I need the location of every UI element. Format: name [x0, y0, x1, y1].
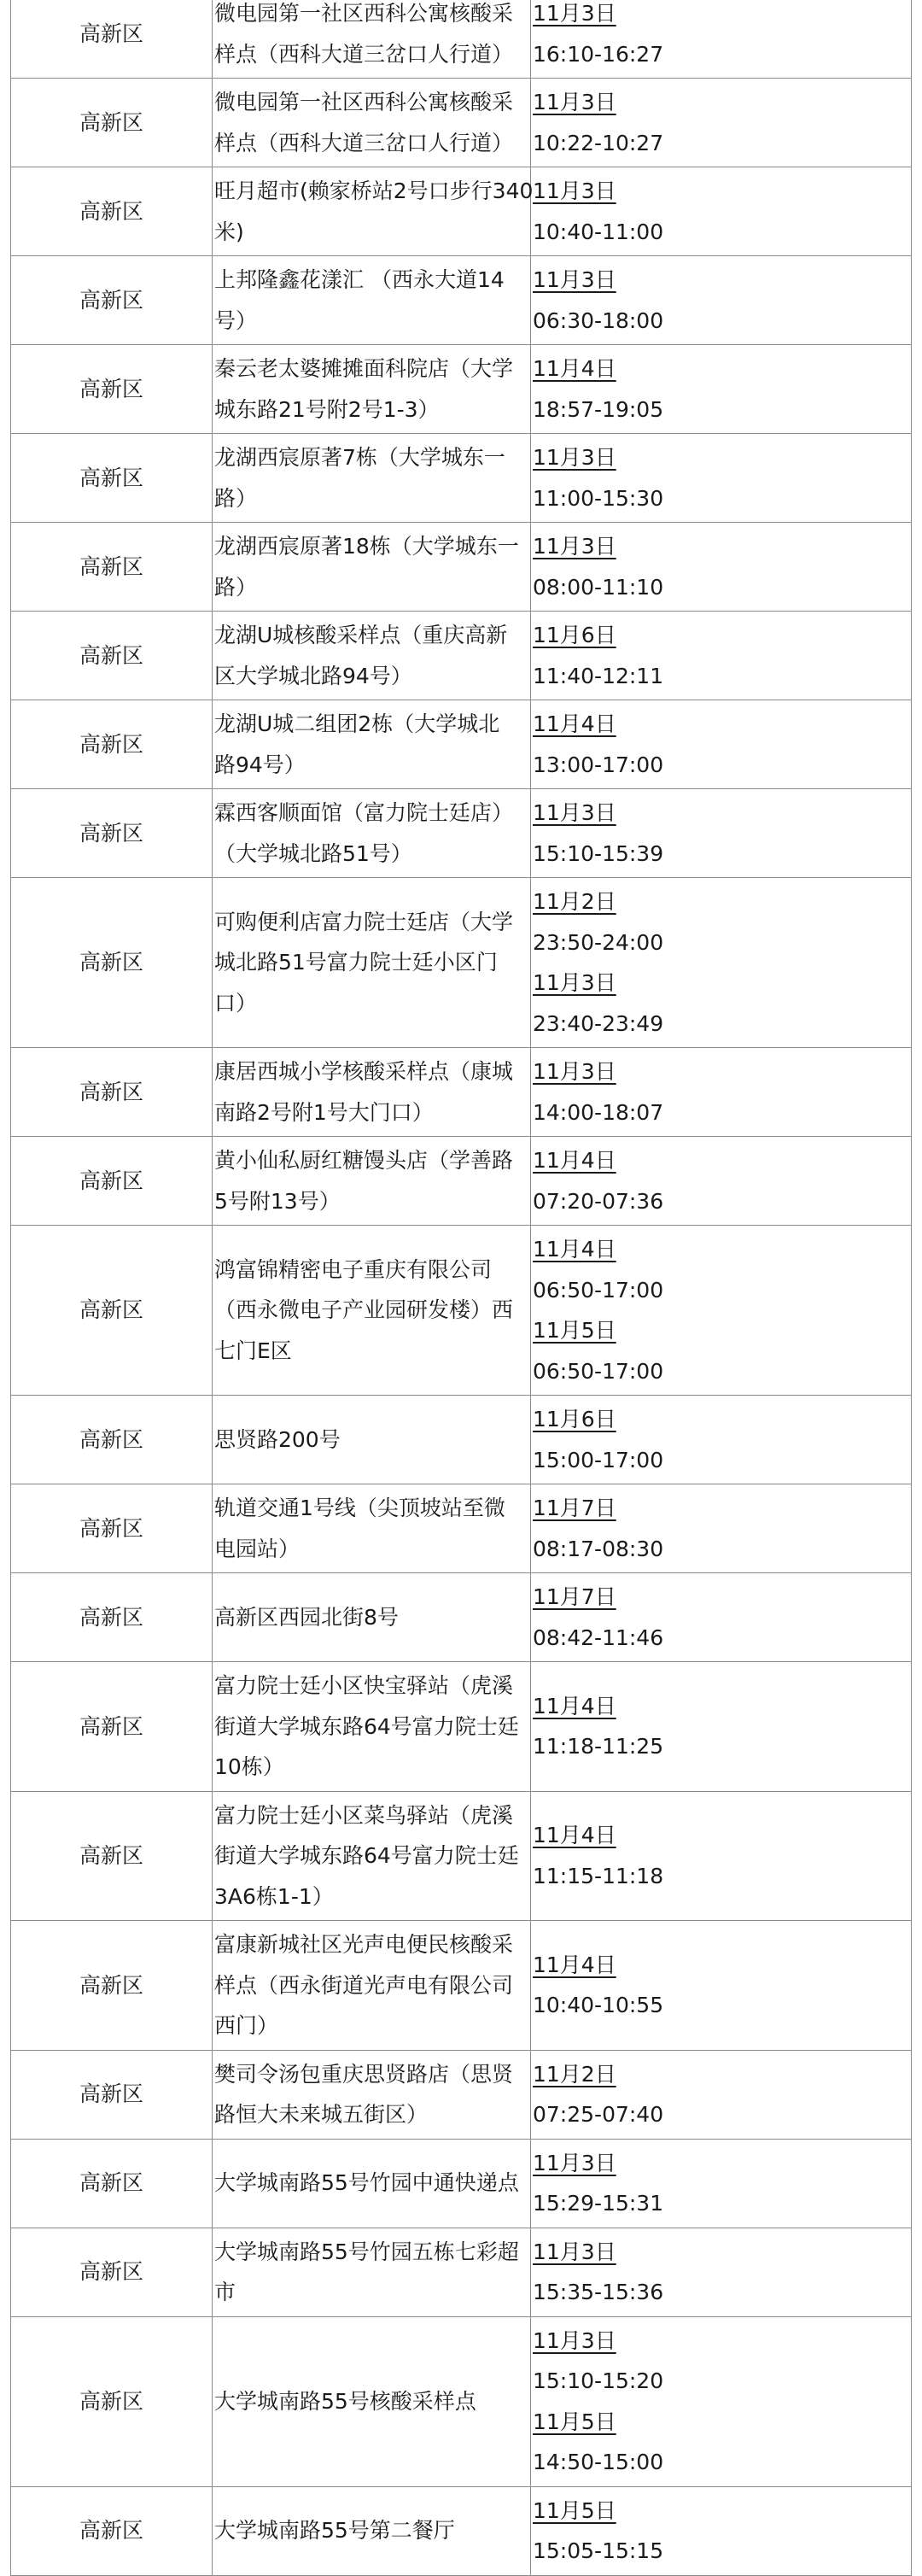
district-cell: 高新区 [11, 1791, 213, 1921]
table-row [11, 0, 912, 79]
time-cell [531, 2316, 912, 2486]
location-text-line: 大学城南路55号第二餐厅 [214, 2518, 455, 2544]
time-cell [531, 256, 912, 345]
table-body [11, 0, 912, 2575]
visit-time-range: 10:22-10:27 [533, 130, 664, 155]
location-text-line: 大学城南路55号核酸采样点 [214, 2388, 476, 2414]
table-row [11, 2050, 912, 2139]
table-row [11, 1226, 912, 1396]
visit-date: 11月2日 [533, 889, 616, 914]
district-cell: 高新区 [11, 1137, 213, 1226]
table-row [11, 2486, 912, 2575]
visit-date: 11月4日 [533, 711, 616, 736]
table-row [11, 700, 912, 789]
time-cell [531, 1573, 912, 1662]
location-text-line: 街道大学城东路64号富力院士廷 [214, 1713, 519, 1739]
visit-date: 11月3日 [533, 179, 616, 203]
location-cell [213, 1921, 531, 2051]
location-text-line: 高新区西园北街8号 [214, 1604, 399, 1630]
location-text-line: 5号附13号） [214, 1188, 341, 1214]
visit-time-range: 18:57-19:05 [533, 396, 664, 422]
visit-time-range: 15:35-15:36 [533, 2280, 664, 2304]
district-cell: 高新区 [11, 0, 213, 79]
time-cell [531, 878, 912, 1048]
time-cell [531, 523, 912, 612]
table-row [11, 612, 912, 700]
location-cell [213, 878, 531, 1048]
location-text-line: 轨道交通1号线（尖顶坡站至微 [214, 1496, 505, 1520]
district-cell: 高新区 [11, 1226, 213, 1396]
location-text-line: 大学城南路55号竹园五栋七彩超 [214, 2239, 519, 2264]
location-text-line: 样点（西科大道三岔口人行道） [214, 41, 514, 67]
visit-date: 11月4日 [533, 1823, 616, 1848]
visit-date: 11月3日 [533, 2327, 616, 2353]
visit-time-range: 06:50-17:00 [533, 1277, 664, 1303]
district-cell: 高新区 [11, 79, 213, 167]
district-cell: 高新区 [11, 1573, 213, 1662]
time-cell [531, 345, 912, 434]
district-cell: 高新区 [11, 612, 213, 700]
district-cell: 高新区 [11, 523, 213, 612]
location-cell [213, 256, 531, 345]
visit-time-range: 15:10-15:20 [533, 2368, 664, 2393]
table-row [11, 1573, 912, 1662]
district-cell: 高新区 [11, 2486, 213, 2575]
district-cell: 高新区 [11, 2316, 213, 2486]
location-text-line: 10栋） [214, 1754, 284, 1779]
visit-date: 11月3日 [533, 2150, 616, 2175]
time-cell [531, 167, 912, 256]
location-cell [213, 167, 534, 256]
visit-date: 11月4日 [533, 1693, 616, 1718]
district-cell: 高新区 [11, 345, 213, 434]
time-cell [531, 1662, 912, 1792]
visit-time-range: 11:40-12:11 [533, 663, 664, 688]
location-text-line: 样点（西科大道三岔口人行道） [214, 130, 514, 155]
time-cell [531, 1226, 912, 1396]
time-cell [531, 612, 912, 700]
location-text-line: 大学城南路55号竹园中通快递点 [214, 2170, 519, 2196]
location-cell [213, 79, 531, 167]
visit-time-range: 06:30-18:00 [533, 307, 664, 333]
visit-date: 11月4日 [533, 1237, 616, 1262]
visit-time-range: 14:50-15:00 [533, 2450, 664, 2474]
location-text-line: 上邦隆鑫花漾汇 （西永大道14 [214, 267, 505, 292]
visit-time-range: 15:10-15:39 [533, 840, 664, 866]
visit-date: 11月7日 [533, 1496, 616, 1520]
location-cell [213, 1226, 531, 1396]
table-row [11, 256, 912, 345]
district-cell: 高新区 [11, 1484, 213, 1573]
location-cell [213, 700, 531, 789]
location-text-line: 市 [214, 2280, 236, 2304]
visit-time-range: 10:40-10:55 [533, 1993, 664, 2018]
visit-time-range: 13:00-17:00 [533, 752, 664, 777]
exposure-schedule-table [10, 0, 912, 2576]
location-cell [213, 1396, 531, 1484]
location-text-line: 康居西城小学核酸采样点（康城 [214, 1059, 514, 1084]
visit-time-range: 07:25-07:40 [533, 2102, 664, 2127]
visit-date: 11月2日 [533, 2061, 616, 2087]
table-row [11, 167, 912, 256]
visit-time-range: 14:00-18:07 [533, 1099, 664, 1125]
time-cell [531, 2228, 912, 2316]
location-text-line: 龙湖U城核酸采样点（重庆高新 [214, 623, 508, 647]
time-cell [531, 434, 912, 523]
visit-time-range: 10:40-11:00 [533, 219, 664, 244]
visit-date: 11月4日 [533, 1952, 616, 1977]
visit-date: 11月3日 [533, 1059, 616, 1084]
district-cell: 高新区 [11, 1921, 213, 2051]
location-text-line: 龙湖西宸原著7栋（大学城东一 [214, 445, 505, 470]
table-row [11, 1921, 912, 2051]
location-text-line: 富康新城社区光声电便民核酸采 [214, 1932, 514, 1957]
location-text-line: 3A6栋1-1） [214, 1883, 334, 1909]
location-cell [213, 789, 531, 878]
district-cell: 高新区 [11, 1048, 213, 1137]
visit-date: 11月3日 [533, 970, 616, 995]
time-cell [531, 2050, 912, 2139]
visit-time-range: 11:00-15:30 [533, 485, 664, 511]
location-text-line: 黄小仙私厨红糖馒头店（学善路 [214, 1148, 514, 1173]
location-cell [213, 1791, 531, 1921]
location-cell [213, 1662, 531, 1792]
time-cell [531, 1396, 912, 1484]
visit-date: 11月6日 [533, 623, 616, 647]
visit-date: 11月5日 [533, 1318, 616, 1343]
visit-time-range: 23:40-23:49 [533, 1010, 664, 1036]
location-cell [213, 2316, 531, 2486]
visit-date: 11月3日 [533, 1, 616, 26]
location-text-line: 微电园第一社区西科公寓核酸采 [214, 90, 514, 114]
visit-date: 11月4日 [533, 356, 616, 381]
location-text-line: 南路2号附1号大门口） [214, 1099, 434, 1125]
location-text-line: 微电园第一社区西科公寓核酸采 [214, 1, 514, 26]
location-text-line: 富力院士廷小区快宝驿站（虎溪 [214, 1673, 514, 1698]
location-cell [213, 345, 531, 434]
visit-date: 11月5日 [533, 2409, 616, 2434]
location-text-line: 七门E区 [214, 1338, 292, 1363]
location-text-line: 可购便利店富力院士廷店（大学 [214, 909, 514, 934]
table-row [11, 878, 912, 1048]
time-cell [531, 0, 912, 79]
location-text-line: 鸿富锦精密电子重庆有限公司 [214, 1256, 493, 1282]
location-text-line: 区大学城北路94号） [214, 663, 412, 688]
district-cell: 高新区 [11, 1396, 213, 1484]
location-cell [213, 612, 531, 700]
location-text-line: 龙湖西宸原著18栋（大学城东一 [214, 534, 519, 559]
district-cell: 高新区 [11, 878, 213, 1048]
visit-time-range: 08:00-11:10 [533, 574, 664, 600]
table-row [11, 2139, 912, 2228]
location-text-line: 城北路51号富力院士廷小区门 [214, 950, 498, 975]
visit-date: 11月3日 [533, 445, 616, 470]
visit-time-range: 16:10-16:27 [533, 41, 664, 67]
location-text-line: 霖西客顺面馆（富力院士廷店） [214, 800, 514, 825]
visit-time-range: 06:50-17:00 [533, 1358, 664, 1384]
visit-time-range: 08:42-11:46 [533, 1625, 664, 1650]
table-row [11, 2316, 912, 2486]
location-text-line: 样点（西永街道光声电有限公司 [214, 1972, 514, 1998]
location-text-line: 富力院士廷小区菜鸟驿站（虎溪 [214, 1802, 514, 1828]
location-text-line: 旺月超市(赖家桥站2号口步行340 [214, 179, 534, 203]
location-text-line: 西门） [214, 2013, 279, 2038]
table-row [11, 789, 912, 878]
visit-time-range: 15:05-15:15 [533, 2538, 664, 2563]
visit-date: 11月3日 [533, 800, 616, 825]
time-cell [531, 1484, 912, 1573]
visit-time-range: 15:00-17:00 [533, 1447, 664, 1472]
visit-date: 11月3日 [533, 534, 616, 559]
visit-time-range: 11:15-11:18 [533, 1863, 664, 1888]
location-text-line: （大学城北路51号） [214, 840, 412, 866]
location-text-line: 樊司令汤包重庆思贤路店（思贤 [214, 2061, 514, 2087]
table-row [11, 1137, 912, 1226]
table-row [11, 1048, 912, 1137]
table-row [11, 434, 912, 523]
location-text-line: 米) [214, 219, 244, 244]
location-cell [213, 1137, 531, 1226]
table-row [11, 2228, 912, 2316]
district-cell: 高新区 [11, 1662, 213, 1792]
district-cell: 高新区 [11, 2050, 213, 2139]
table-row [11, 1484, 912, 1573]
visit-date: 11月3日 [533, 2239, 616, 2264]
location-text-line: 秦云老太婆摊摊面科院店（大学 [214, 356, 514, 381]
time-cell [531, 1137, 912, 1226]
visit-date: 11月3日 [533, 90, 616, 114]
district-cell: 高新区 [11, 434, 213, 523]
location-cell [213, 1048, 531, 1137]
location-cell [213, 2139, 531, 2228]
time-cell [531, 1921, 912, 2051]
table-row [11, 345, 912, 434]
location-text-line: 思贤路200号 [214, 1426, 341, 1452]
location-text-line: 龙湖U城二组团2栋（大学城北 [214, 711, 500, 736]
district-cell: 高新区 [11, 2139, 213, 2228]
visit-date: 11月5日 [533, 2497, 616, 2523]
table-row [11, 1662, 912, 1792]
district-cell: 高新区 [11, 2228, 213, 2316]
table-row [11, 79, 912, 167]
time-cell [531, 1048, 912, 1137]
table-row [11, 1791, 912, 1921]
location-text-line: 城东路21号附2号1-3） [214, 396, 440, 422]
location-cell [213, 1573, 531, 1662]
visit-date: 11月4日 [533, 1148, 616, 1173]
location-text-line: 街道大学城东路64号富力院士廷 [214, 1843, 519, 1868]
location-cell [213, 434, 531, 523]
location-text-line: 号） [214, 307, 258, 333]
location-text-line: 路） [214, 485, 258, 511]
visit-date: 11月7日 [533, 1584, 616, 1609]
district-cell: 高新区 [11, 700, 213, 789]
location-cell [213, 523, 531, 612]
time-cell [531, 2486, 912, 2575]
time-cell [531, 2139, 912, 2228]
visit-date: 11月3日 [533, 267, 616, 292]
visit-time-range: 08:17-08:30 [533, 1536, 664, 1561]
time-cell [531, 789, 912, 878]
location-text-line: （西永微电子产业园研发楼）西 [214, 1297, 514, 1323]
table-row [11, 523, 912, 612]
time-cell [531, 1791, 912, 1921]
district-cell: 高新区 [11, 256, 213, 345]
visit-time-range: 07:20-07:36 [533, 1188, 664, 1214]
location-text-line: 路恒大未来城五街区） [214, 2102, 429, 2127]
table-row [11, 1396, 912, 1484]
time-cell [531, 700, 912, 789]
district-cell: 高新区 [11, 789, 213, 878]
location-text-line: 路） [214, 574, 258, 600]
location-cell [213, 1484, 531, 1573]
district-cell: 高新区 [11, 167, 213, 256]
location-cell [213, 2228, 531, 2316]
time-cell [531, 79, 912, 167]
visit-date: 11月6日 [533, 1407, 616, 1431]
visit-time-range: 23:50-24:00 [533, 929, 664, 955]
visit-time-range: 11:18-11:25 [533, 1734, 664, 1759]
location-text-line: 口） [214, 990, 258, 1016]
location-text-line: 电园站） [214, 1536, 301, 1561]
visit-time-range: 15:29-15:31 [533, 2191, 664, 2216]
location-cell [213, 2050, 531, 2139]
location-text-line: 路94号） [214, 752, 306, 777]
location-cell [213, 2486, 531, 2575]
location-cell [213, 0, 531, 79]
